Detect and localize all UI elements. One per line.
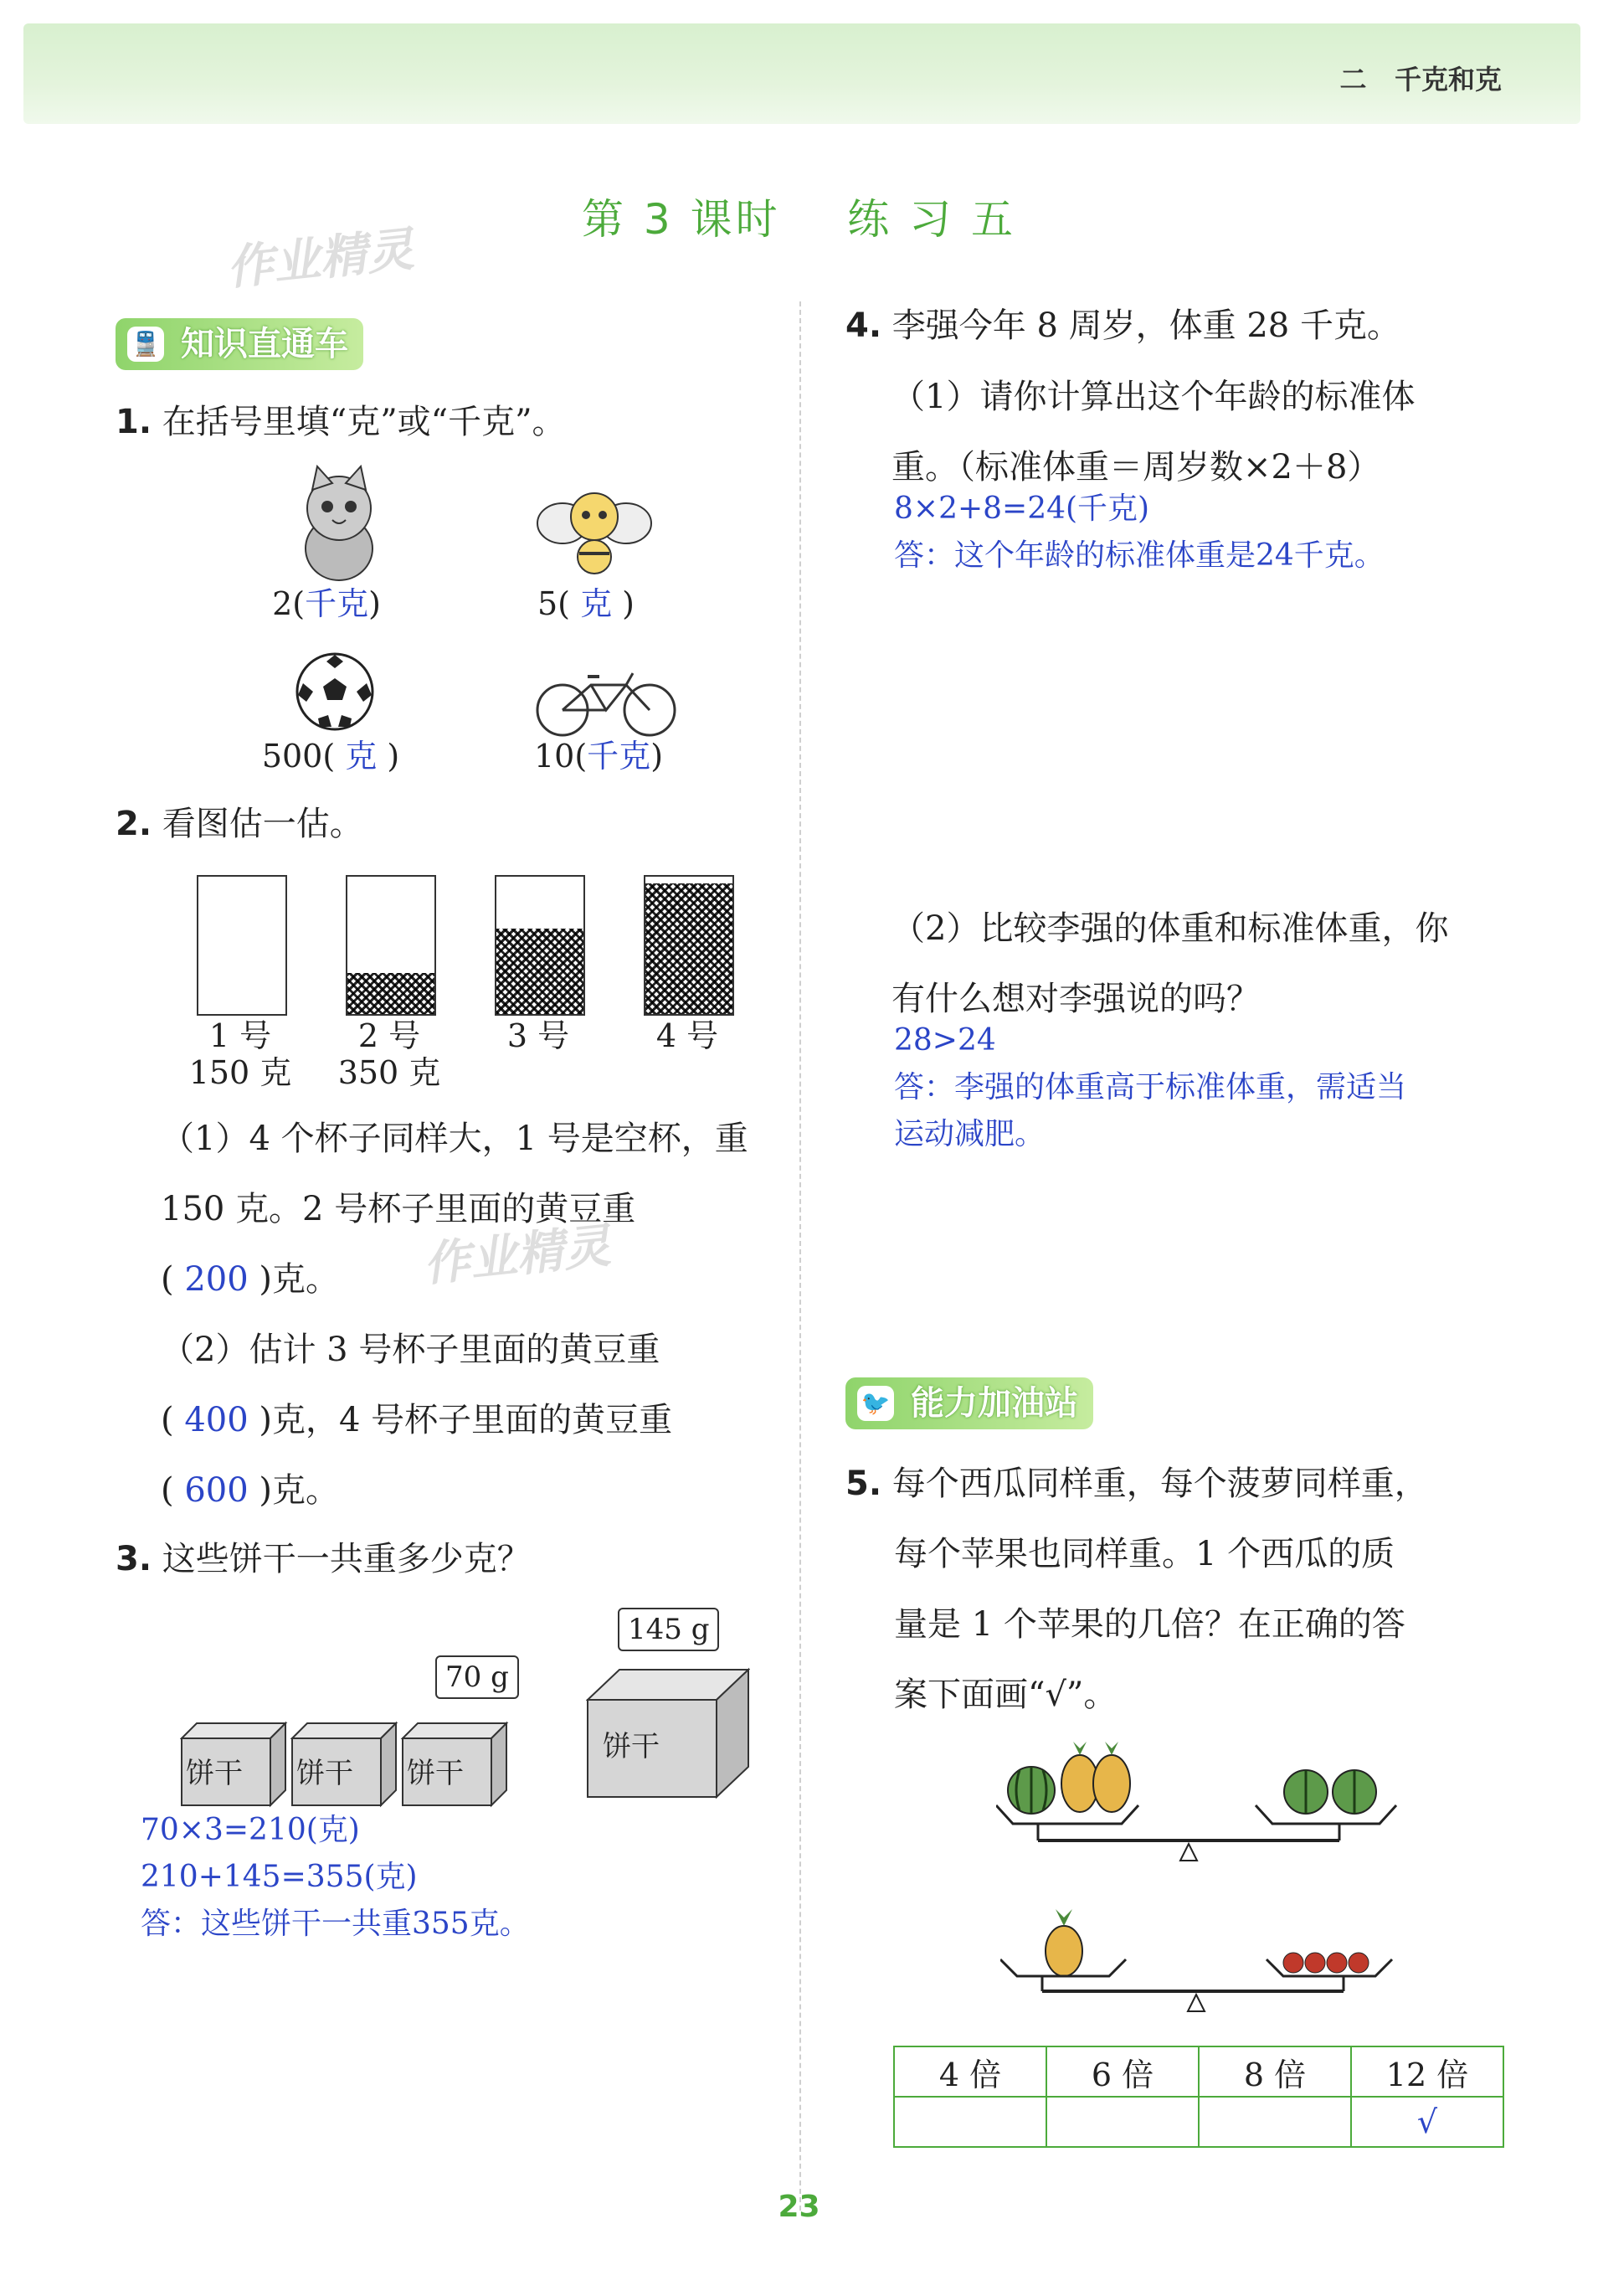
q4-answer-line: 8×2+8=24(千克) — [894, 492, 1150, 526]
section-tag-ability: 🐦 能力加油站 — [845, 1377, 1093, 1429]
cat-icon — [289, 465, 389, 582]
option-6x: 6 倍 — [1046, 2046, 1199, 2097]
lesson-number: 第 3 课时 — [582, 195, 781, 244]
soccer-ball-icon — [295, 651, 375, 732]
bird-icon: 🐦 — [857, 1386, 894, 1421]
mark-cell[interactable]: √ — [1351, 2097, 1503, 2147]
cookie-box-label: 饼干 — [407, 1757, 464, 1790]
cup-2-label: 2 号 350 克 — [337, 1017, 441, 1091]
cup-2 — [346, 875, 436, 1016]
answer-table-options-row — [894, 2046, 1503, 2097]
q1-item-4: 10(千克) — [533, 738, 664, 775]
q2-part-1: （1）4 个杯子同样大，1 号是空杯，重 150 克。2 号杯子里面的黄豆重 ( 200 )克。 — [161, 1120, 748, 1299]
q4-answer-line: 28>24 — [894, 1023, 996, 1058]
cup-3-label: 3 号 — [506, 1017, 570, 1054]
q1-answer-2: 克 — [580, 585, 613, 622]
big-cookie-box-label: 饼干 — [603, 1730, 660, 1763]
q4-part-2: （2）比较李强的体重和标准体重，你 有什么想对李强说的吗？ — [891, 909, 1449, 1018]
q1-answer-4: 千克 — [587, 738, 651, 775]
q1-answer-3: 克 — [345, 738, 378, 775]
mark-cell[interactable] — [894, 2097, 1046, 2147]
q4-answer-line: 答：这个年龄的标准体重是24千克。 — [894, 538, 1385, 573]
q4-part-1-answers — [894, 486, 1385, 579]
cup-1 — [197, 875, 287, 1016]
q3-answer-line: 210+145=355(克) — [141, 1860, 418, 1894]
watermark: 作业精灵 — [224, 222, 417, 296]
bee-icon — [536, 481, 653, 578]
column-divider — [799, 301, 801, 2211]
section-tag-knowledge: 🚆 知识直通车 — [116, 318, 363, 370]
chapter-title: 千克和克 — [1394, 64, 1502, 95]
option-4x: 4 倍 — [894, 2046, 1046, 2097]
q3-answer-line: 70×3=210(克) — [141, 1813, 360, 1847]
answer-table-marks-row — [894, 2097, 1503, 2147]
question-2: 2. 看图估一估。 — [116, 805, 363, 843]
mark-cell[interactable] — [1199, 2097, 1351, 2147]
cookie-box-label: 饼干 — [186, 1757, 243, 1790]
question-5: 5. 每个西瓜同样重，每个菠萝同样重， 每个苹果也同样重。1 个西瓜的质 量是 1 个苹果的几倍？在正确的答 案下面画“√”。 — [845, 1465, 1428, 1714]
cookie-box-label: 饼干 — [296, 1757, 353, 1790]
balance-scale-1 — [996, 1742, 1398, 1884]
q3-answer-line: 答：这些饼干一共重355克。 — [141, 1907, 530, 1941]
cup-4 — [644, 875, 734, 1016]
q2-answer-2: 400 — [184, 1401, 249, 1439]
mark-cell[interactable] — [1046, 2097, 1199, 2147]
cup-1-label: 1 号 150 克 — [188, 1017, 292, 1091]
cup-4-label: 4 号 — [655, 1017, 719, 1054]
q4-part-1: （1）请你计算出这个年龄的标准体 重。（标准体重＝周岁数×2＋8） — [891, 378, 1416, 486]
small-box-weight-tag: 70 g — [435, 1655, 519, 1699]
chapter-header — [1340, 59, 1502, 97]
q2-part-2: （2）估计 3 号杯子里面的黄豆重 ( 400 )克，4 号杯子里面的黄豆重 ( 600 )克。 — [161, 1331, 673, 1510]
q1-item-3: 500( 克 ) — [261, 738, 400, 775]
q2-answer-1: 200 — [184, 1260, 249, 1299]
lesson-name: 练 习 五 — [847, 195, 1016, 244]
page-number: 23 — [778, 2190, 820, 2224]
option-12x: 12 倍 — [1351, 2046, 1503, 2097]
question-1: 1. 在括号里填“克”或“千克”。 — [116, 403, 566, 441]
balance-scale-2 — [1000, 1901, 1394, 2026]
question-3: 3. 这些饼干一共重多少克？ — [116, 1540, 531, 1578]
q4-part-2-answers — [894, 1017, 1406, 1158]
q1-answer-1: 千克 — [305, 585, 369, 622]
answer-table — [893, 2046, 1504, 2148]
big-box-weight-tag: 145 g — [618, 1608, 719, 1651]
q3-answers — [141, 1807, 530, 1948]
q4-answer-line: 答：李强的体重高于标准体重，需适当 — [894, 1070, 1407, 1104]
q1-item-2: 5( 克 ) — [537, 585, 635, 622]
cup-3 — [495, 875, 585, 1016]
q4-answer-line: 运动减肥。 — [894, 1117, 1046, 1151]
train-icon: 🚆 — [127, 327, 164, 362]
question-4: 4. 李强今年 8 周岁，体重 28 千克。 — [845, 306, 1400, 345]
q1-item-1: 2(千克) — [272, 585, 381, 622]
q2-answer-3: 600 — [184, 1471, 249, 1510]
bicycle-icon — [532, 670, 680, 739]
watermark: 作业精灵 — [420, 1218, 614, 1293]
option-8x: 8 倍 — [1199, 2046, 1351, 2097]
chapter-number: 二 — [1339, 64, 1367, 95]
